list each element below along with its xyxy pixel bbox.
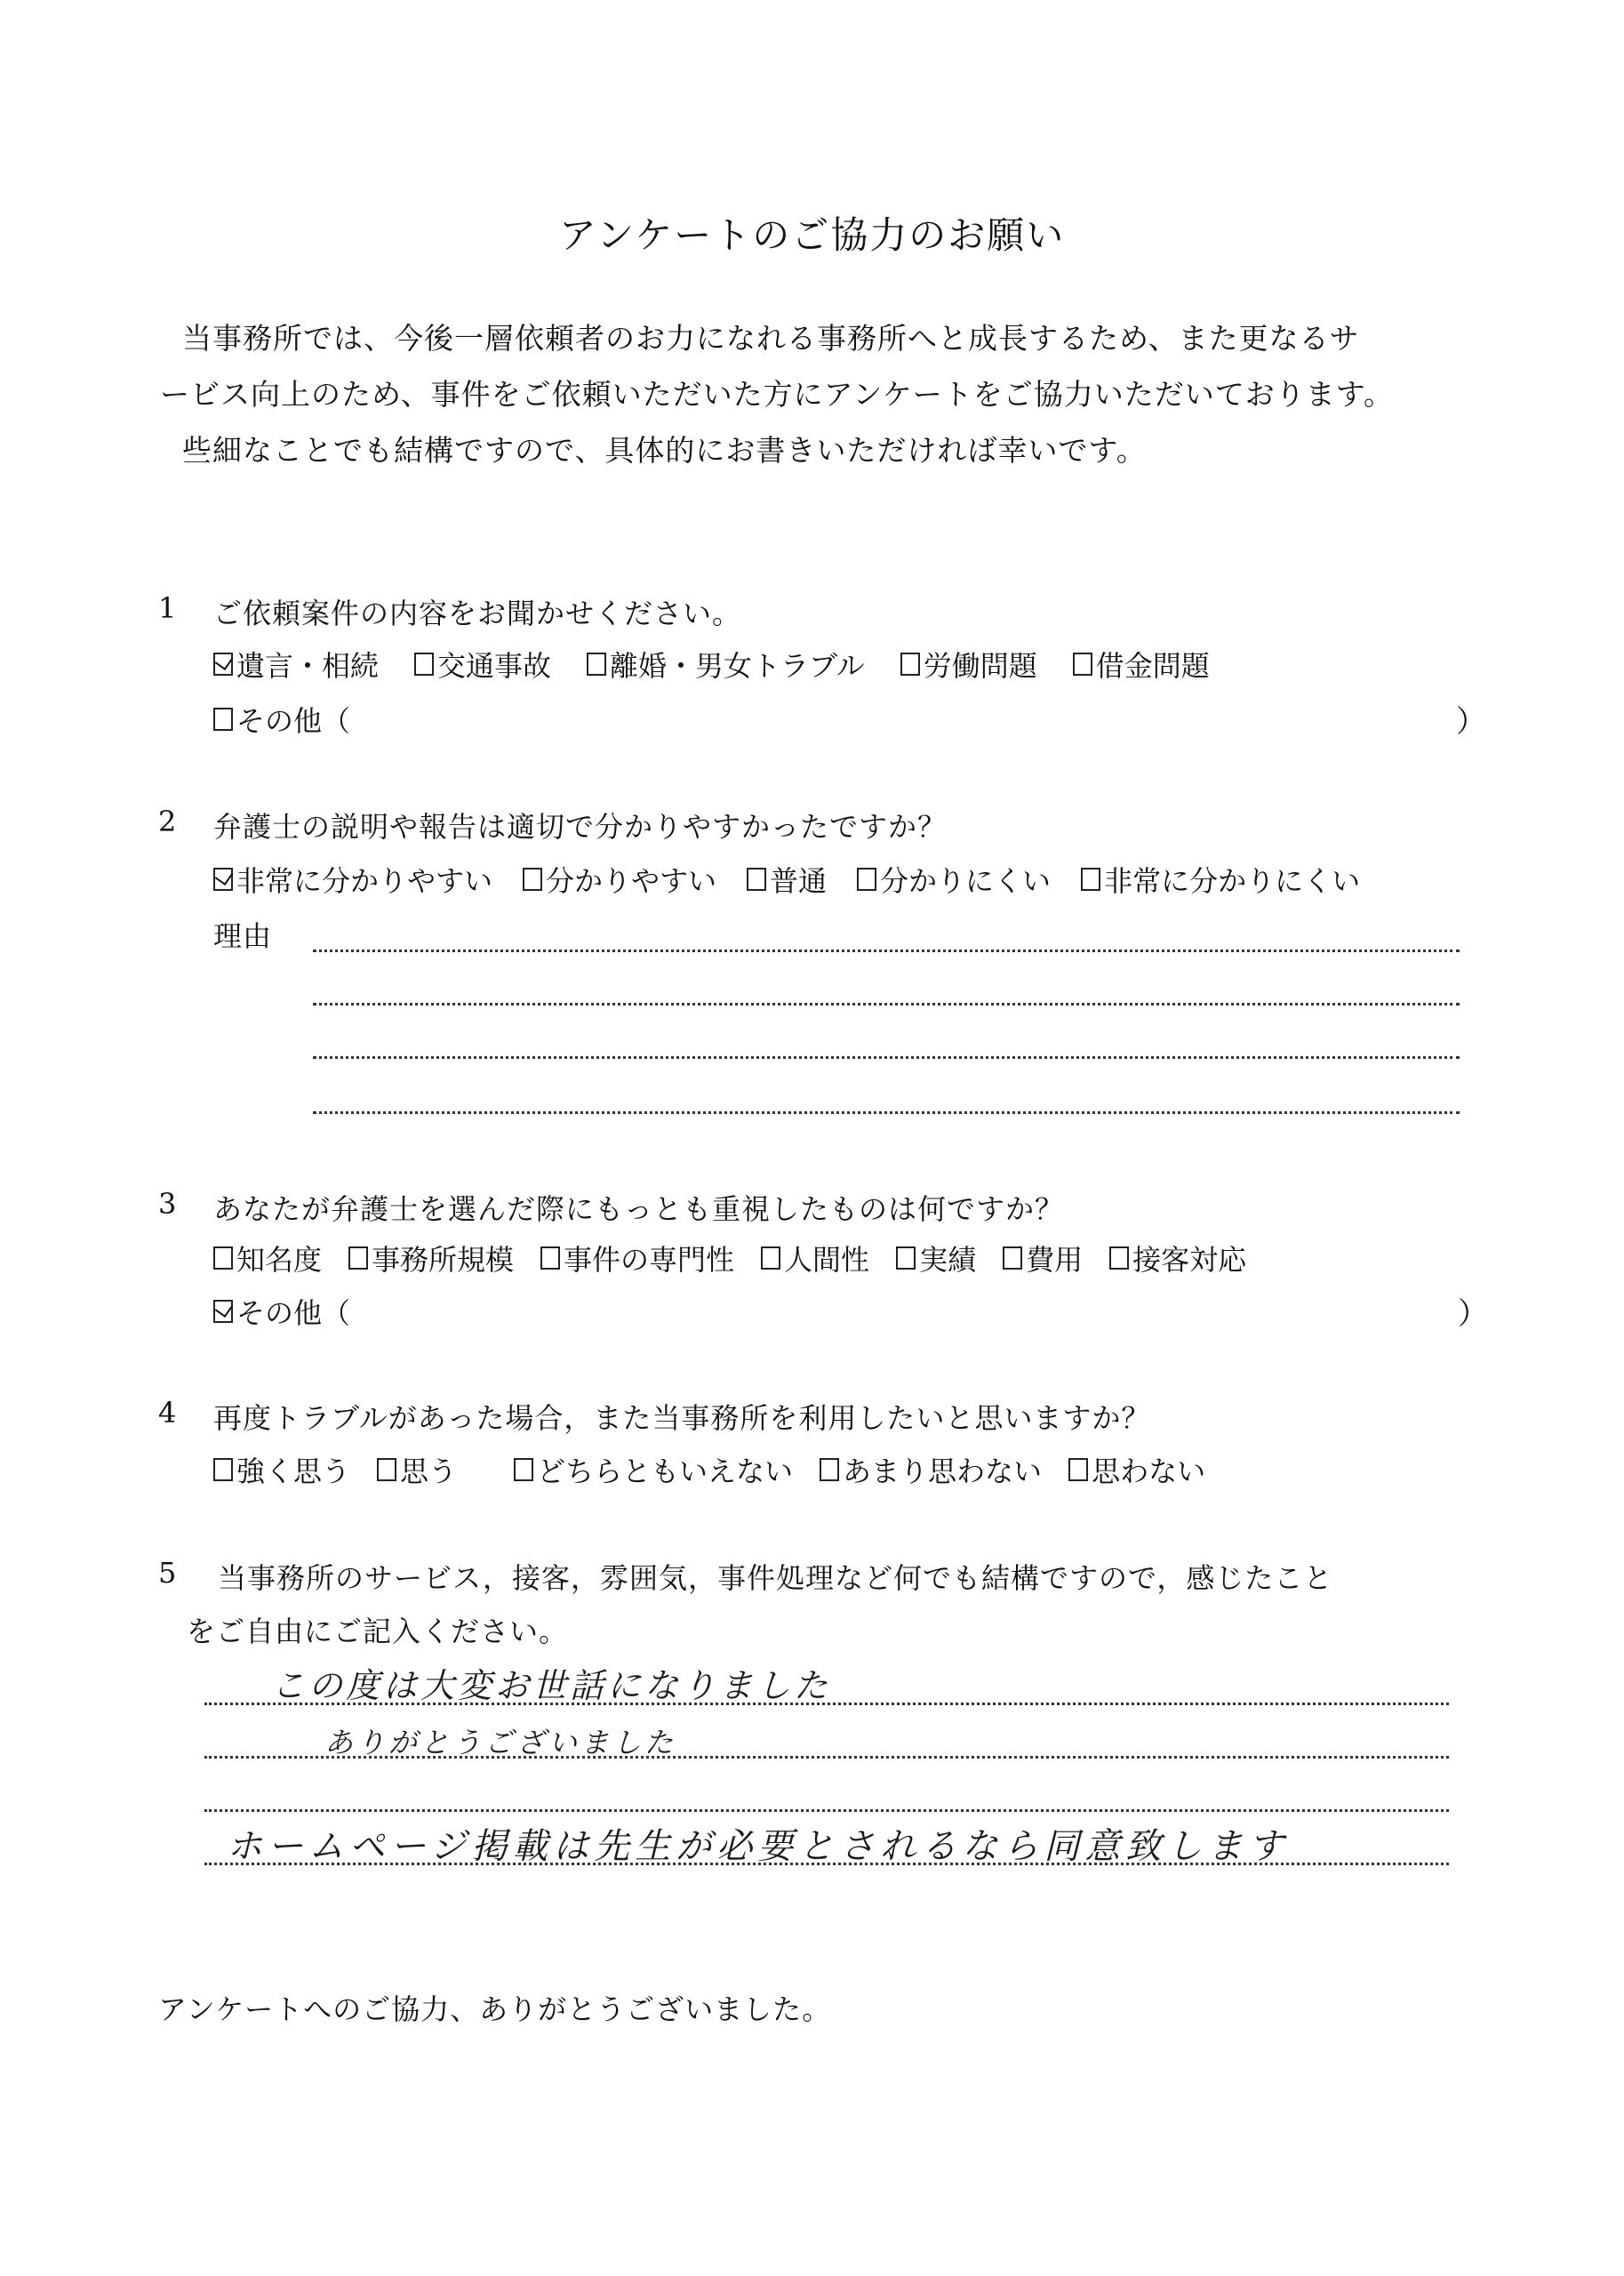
option-label: 思う: [400, 1455, 458, 1488]
checkbox-icon[interactable]: [414, 653, 434, 676]
checkbox-icon[interactable]: [348, 1246, 368, 1270]
option-strongly-agree[interactable]: [213, 1449, 350, 1490]
question-text: ご依頼案件の内容をお聞かせください。: [213, 597, 742, 630]
option-very-clear[interactable]: [213, 859, 492, 900]
option-label: 接客対応: [1132, 1243, 1247, 1277]
checkbox-checked-icon[interactable]: [213, 653, 233, 676]
intro-line-1: 当事務所では、今後一層依頼者のお力になれる事務所へと成長するため、また更なるサ: [182, 321, 1360, 356]
option-label: 分かりやすい: [546, 864, 717, 898]
option-row: [213, 644, 1244, 685]
answer-line-1[interactable]: [204, 1703, 1449, 1705]
option-track-record[interactable]: [896, 1238, 976, 1278]
checkbox-checked-icon[interactable]: [213, 868, 233, 891]
option-label: 事件の専門性: [564, 1243, 735, 1277]
answer-line-3[interactable]: [204, 1809, 1449, 1812]
option-inheritance[interactable]: [213, 644, 379, 685]
option-label: どちらともいえない: [537, 1455, 794, 1488]
option-other[interactable]: [213, 1291, 350, 1332]
option-traffic-accident[interactable]: [414, 644, 551, 685]
option-label: 事務所規模: [372, 1243, 515, 1277]
handwritten-answer-4: ホームページ掲載は先生が必要とされるなら同意致します: [227, 1826, 1290, 1867]
question-text: 当事務所のサービス，接客，雰囲気，事件処理など何でも結構ですので，感じたこと: [218, 1561, 1333, 1595]
reason-line-3[interactable]: [313, 1056, 1460, 1059]
option-other-row: [213, 699, 384, 740]
checkbox-icon[interactable]: [747, 868, 766, 891]
checkbox-icon[interactable]: [1003, 1246, 1022, 1270]
checkbox-icon[interactable]: [1073, 653, 1092, 676]
handwritten-answer-1: この度は大変お世話になりました: [271, 1666, 832, 1705]
option-label: 知名度: [236, 1243, 323, 1277]
option-divorce[interactable]: [587, 644, 865, 685]
checkbox-icon[interactable]: [1081, 868, 1100, 891]
option-label: 費用: [1026, 1243, 1084, 1277]
option-clear[interactable]: [523, 859, 716, 900]
checkbox-icon[interactable]: [540, 1246, 560, 1270]
option-neutral[interactable]: [514, 1449, 793, 1490]
option-label: 普通: [770, 864, 828, 898]
answer-line-4[interactable]: [204, 1863, 1449, 1865]
question-text: 弁護士の説明や報告は適切で分かりやすかったですか？: [213, 810, 948, 844]
handwritten-answer-2: ありがとうございました: [324, 1726, 677, 1759]
closing-message: アンケートへのご協力、ありがとうございました。: [158, 1992, 832, 2026]
option-strongly-disagree[interactable]: [1068, 1449, 1205, 1490]
checkbox-icon[interactable]: [587, 653, 606, 676]
question-text: 再度トラブルがあった場合，また当事務所を利用したいと思いますか？: [213, 1401, 1151, 1435]
option-label: あまり思わない: [843, 1455, 1043, 1488]
option-label: その他（: [236, 1296, 351, 1330]
option-label: 労働問題: [923, 649, 1037, 683]
option-label: 非常に分かりにくい: [1104, 864, 1361, 898]
option-label: 非常に分かりやすい: [236, 864, 493, 898]
checkbox-icon[interactable]: [213, 1458, 233, 1481]
checkbox-icon[interactable]: [523, 868, 542, 891]
paren-close: ）: [1456, 704, 1486, 740]
option-label: 交通事故: [437, 649, 552, 683]
option-row: [213, 1449, 1239, 1490]
reason-label: 理由: [213, 919, 273, 953]
checkbox-icon[interactable]: [213, 1246, 233, 1270]
checkbox-icon[interactable]: [761, 1246, 780, 1270]
option-other[interactable]: [213, 699, 350, 740]
question-number: 5: [158, 1556, 177, 1590]
option-debt[interactable]: [1073, 644, 1210, 685]
option-row: [213, 1238, 1280, 1278]
option-unclear[interactable]: [857, 859, 1051, 900]
page-title: アンケートのご協力のお願い: [558, 213, 1066, 257]
question-text-cont: をご自由にご記入ください。: [187, 1615, 569, 1648]
checkbox-icon[interactable]: [514, 1458, 533, 1481]
question-number: 2: [158, 805, 177, 838]
option-label: 借金問題: [1095, 649, 1210, 683]
intro-line-2: ービス向上のため、事件をご依頼いただいた方にアンケートをご協力いただいております。: [160, 377, 1395, 412]
reason-line-4[interactable]: [313, 1111, 1460, 1114]
option-label: 思わない: [1092, 1455, 1206, 1488]
checkbox-icon[interactable]: [857, 868, 876, 891]
checkbox-icon[interactable]: [896, 1246, 916, 1270]
checkbox-icon[interactable]: [900, 653, 920, 676]
answer-line-2[interactable]: [204, 1756, 1449, 1759]
option-disagree[interactable]: [820, 1449, 1042, 1490]
question-number: 3: [158, 1187, 177, 1221]
paren-close: ）: [1458, 1296, 1488, 1332]
option-other-row: [213, 1291, 384, 1332]
question-number: 4: [158, 1396, 177, 1430]
checkbox-icon[interactable]: [377, 1458, 396, 1481]
option-customer-service[interactable]: [1109, 1238, 1246, 1278]
option-fame[interactable]: [213, 1238, 322, 1278]
option-label: 遺言・相続: [236, 649, 380, 683]
question-number: 1: [158, 591, 177, 625]
option-expertise[interactable]: [540, 1238, 734, 1278]
option-normal[interactable]: [747, 859, 827, 900]
reason-line-1[interactable]: [313, 950, 1460, 952]
checkbox-icon[interactable]: [213, 708, 233, 731]
option-label: 実績: [919, 1243, 977, 1277]
checkbox-icon[interactable]: [1109, 1246, 1129, 1270]
option-row: [213, 859, 1394, 900]
option-agree[interactable]: [377, 1449, 457, 1490]
question-text: あなたが弁護士を選んだ際にもっとも重視したものは何ですか？: [213, 1192, 1065, 1226]
reason-line-2[interactable]: [313, 1003, 1460, 1006]
option-label: 離婚・男女トラブル: [610, 649, 865, 683]
checkbox-icon[interactable]: [820, 1458, 839, 1481]
option-label: 強く思う: [236, 1455, 351, 1488]
checkbox-checked-icon[interactable]: [213, 1300, 233, 1323]
option-label: 分かりにくい: [880, 864, 1052, 898]
option-firm-size[interactable]: [348, 1238, 514, 1278]
option-label: 人間性: [784, 1243, 870, 1277]
option-label: その他（: [236, 704, 351, 738]
option-very-unclear[interactable]: [1081, 859, 1360, 900]
option-labor[interactable]: [900, 644, 1037, 685]
checkbox-icon[interactable]: [1068, 1458, 1088, 1481]
intro-line-3: 些細なことでも結構ですので、具体的にお書きいただければ幸いです。: [182, 433, 1147, 468]
option-personality[interactable]: [761, 1238, 869, 1278]
option-cost[interactable]: [1003, 1238, 1083, 1278]
